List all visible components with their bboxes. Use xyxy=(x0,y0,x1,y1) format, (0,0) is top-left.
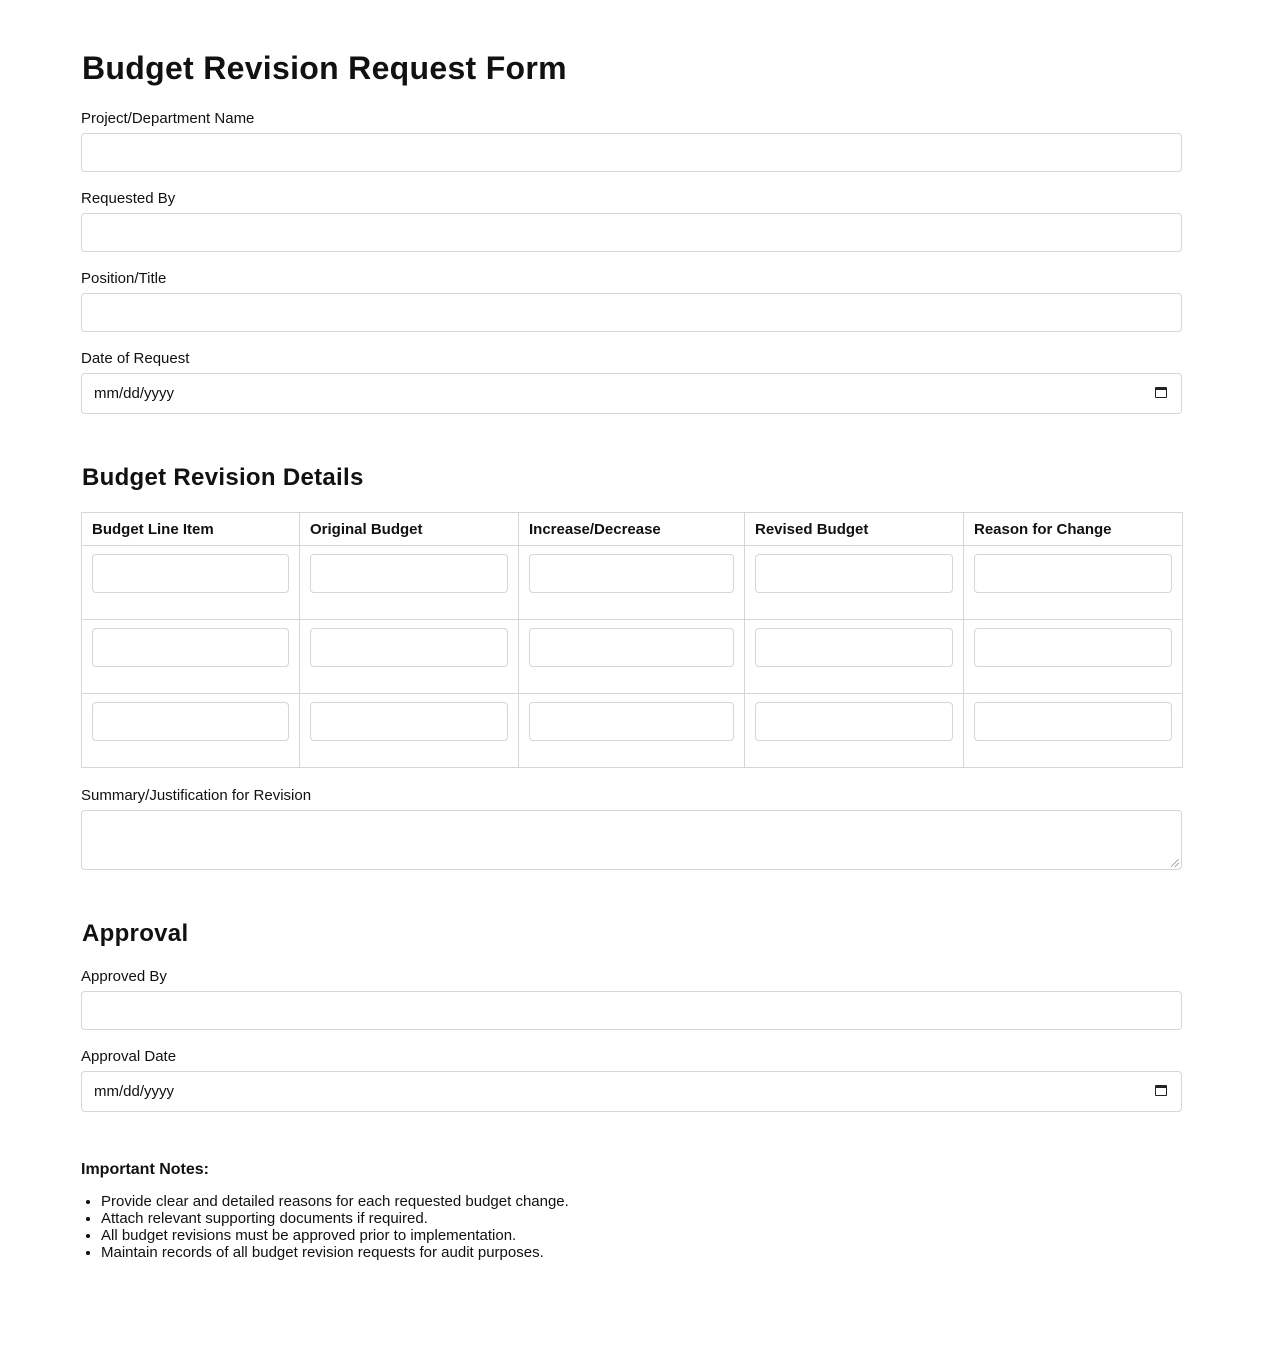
position-title-input[interactable] xyxy=(81,293,1182,332)
request-date-input[interactable] xyxy=(81,373,1182,414)
original-budget-input[interactable] xyxy=(310,554,508,593)
column-header-reason-for-change: Reason for Change xyxy=(964,513,1183,546)
revised-budget-input[interactable] xyxy=(755,628,953,667)
budget-line-item-input[interactable] xyxy=(92,628,289,667)
important-notes-list-container xyxy=(81,1193,1182,1261)
increase-decrease-input[interactable] xyxy=(529,702,734,741)
approved-by-input[interactable] xyxy=(81,991,1182,1030)
requested-by-label: Requested By xyxy=(81,190,176,207)
summary-justification-textarea[interactable] xyxy=(81,810,1182,870)
calendar-icon[interactable] xyxy=(1155,1085,1167,1096)
original-budget-input[interactable] xyxy=(310,702,508,741)
budget-line-item-input[interactable] xyxy=(92,702,289,741)
project-name-input[interactable] xyxy=(81,133,1182,172)
calendar-icon[interactable] xyxy=(1155,387,1167,398)
column-header-original-budget: Original Budget xyxy=(300,513,519,546)
budget-details-heading: Budget Revision Details xyxy=(82,464,364,491)
request-date-placeholder: mm/dd/yyyy xyxy=(94,385,175,402)
approval-date-label: Approval Date xyxy=(81,1048,177,1065)
list-item: • Provide clear and detailed reasons for each requested budget change. xyxy=(101,1193,1182,1210)
requested-by-input[interactable] xyxy=(81,213,1182,252)
table-row xyxy=(82,694,1183,768)
position-title-label: Position/Title xyxy=(81,270,167,287)
reason-for-change-input[interactable] xyxy=(974,702,1172,741)
approved-by-label: Approved By xyxy=(81,968,167,985)
approval-date-placeholder: mm/dd/yyyy xyxy=(94,1083,175,1100)
table-row xyxy=(82,546,1183,620)
revised-budget-input[interactable] xyxy=(755,702,953,741)
request-date-label: Date of Request xyxy=(81,350,190,367)
approval-date-input[interactable] xyxy=(81,1071,1182,1112)
original-budget-input[interactable] xyxy=(310,628,508,667)
important-notes-title: Important Notes: xyxy=(81,1161,209,1178)
budget-revision-table xyxy=(81,512,1183,768)
list-item: • Maintain records of all budget revision requests for audit purposes. xyxy=(101,1244,1182,1261)
column-header-revised-budget: Revised Budget xyxy=(745,513,964,546)
column-header-increase-decrease: Increase/Decrease xyxy=(519,513,745,546)
reason-for-change-input[interactable] xyxy=(974,554,1172,593)
table-row xyxy=(82,620,1183,694)
page-title: Budget Revision Request Form xyxy=(82,50,567,86)
reason-for-change-input[interactable] xyxy=(974,628,1172,667)
resize-handle-icon[interactable] xyxy=(1171,859,1179,867)
project-name-label: Project/Department Name xyxy=(81,110,255,127)
approval-heading: Approval xyxy=(82,920,189,947)
revised-budget-input[interactable] xyxy=(755,554,953,593)
budget-line-item-input[interactable] xyxy=(92,554,289,593)
column-header-budget-line-item: Budget Line Item xyxy=(82,513,300,546)
table-header-row xyxy=(82,513,1183,546)
increase-decrease-input[interactable] xyxy=(529,554,734,593)
list-item: • Attach relevant supporting documents if required. xyxy=(101,1210,1182,1227)
summary-justification-label: Summary/Justification for Revision xyxy=(81,787,312,804)
increase-decrease-input[interactable] xyxy=(529,628,734,667)
important-notes-list xyxy=(81,1193,1182,1261)
list-item: • All budget revisions must be approved prior to implementation. xyxy=(101,1227,1182,1244)
